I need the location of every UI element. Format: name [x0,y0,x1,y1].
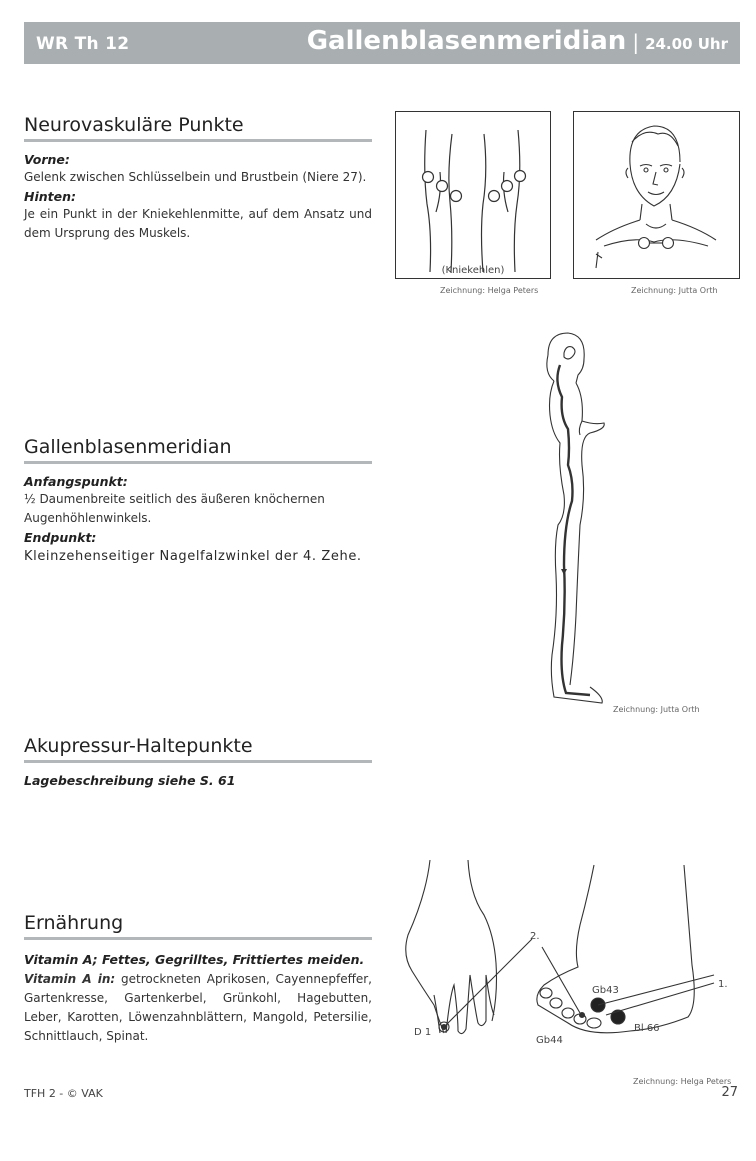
knee-drawing [396,112,550,278]
credit-face: Zeichnung: Jutta Orth [631,286,718,295]
akupressur-section [24,735,372,789]
face-drawing [574,112,739,278]
meridian-section [24,436,372,567]
ernaehrung-bold-line: Vitamin A; Fettes, Gegrilltes, Frittiertes meiden. [24,952,365,967]
label-gb43: Gb43 [592,985,619,996]
footer-copyright: TFH 2 - © VAK [24,1087,103,1100]
knee-caption: (Kniekehlen) [441,265,505,276]
label-gb44: Gb44 [536,1035,563,1046]
meridian-title: Gallenblasenmeridian [24,436,372,464]
face-figure [573,111,740,279]
back-text: Je ein Punkt in der Kniekehlenmitte, auf dem Ansatz und dem Ursprung des Muskels. [24,207,372,240]
credit-hand-foot: Zeichnung: Helga Peters [633,1077,732,1086]
neurovascular-title: Neurovaskuläre Punkte [24,114,372,142]
chapter-code: WR Th 12 [36,34,130,54]
front-text: Gelenk zwischen Schlüsselbein und Brustbein (Niere 27). [24,170,367,184]
label-bl66: Bl 66 [634,1023,660,1034]
back-label: Hinten: [24,189,76,204]
hand-foot-figure [398,855,738,1075]
vitamin-a-label: Vitamin A in: [24,972,116,986]
header-separator: | [632,30,640,54]
akupressur-note: Lagebeschreibung siehe S. 61 [24,773,236,788]
start-text: ½ Daumenbreite seitlich des äußeren knöchernen Augenhöhlenwinkels. [24,492,325,525]
page-title: Gallenblasenmeridian [306,26,627,56]
label-one: 1. [718,979,728,990]
end-label: Endpunkt: [24,530,97,545]
credit-knee: Zeichnung: Helga Peters [440,286,539,295]
vitamin-a-foods: getrockneten Aprikosen, Cayennepfeffer, Gartenkresse, Gartenkerbel, Grünkohl, Hagebutten, Leber, Karotten, Löwenzahnblättern, Mangold, Petersilie, Schnittlauch, Spinat. [24,972,372,1043]
akupressur-title: Akupressur-Haltepunkte [24,735,372,763]
ernaehrung-text [24,970,372,1046]
header-bar [24,22,740,64]
neurovascular-section [24,114,372,243]
ernaehrung-section [24,912,372,1046]
header-title-group [307,26,728,56]
ernaehrung-title: Ernährung [24,912,372,940]
label-two: 2. [530,931,540,942]
credit-body: Zeichnung: Jutta Orth [613,705,700,714]
meridian-time: 24.00 Uhr [645,35,728,53]
start-label: Anfangspunkt: [24,474,128,489]
body-meridian-figure [520,325,630,715]
end-text: Kleinzehenseitiger Nagelfalzwinkel der 4. Zehe. [24,549,362,564]
page-number: 27 [721,1085,738,1100]
front-label: Vorne: [24,152,70,167]
knee-figure [395,111,551,279]
label-d1: D 1 [414,1027,432,1038]
